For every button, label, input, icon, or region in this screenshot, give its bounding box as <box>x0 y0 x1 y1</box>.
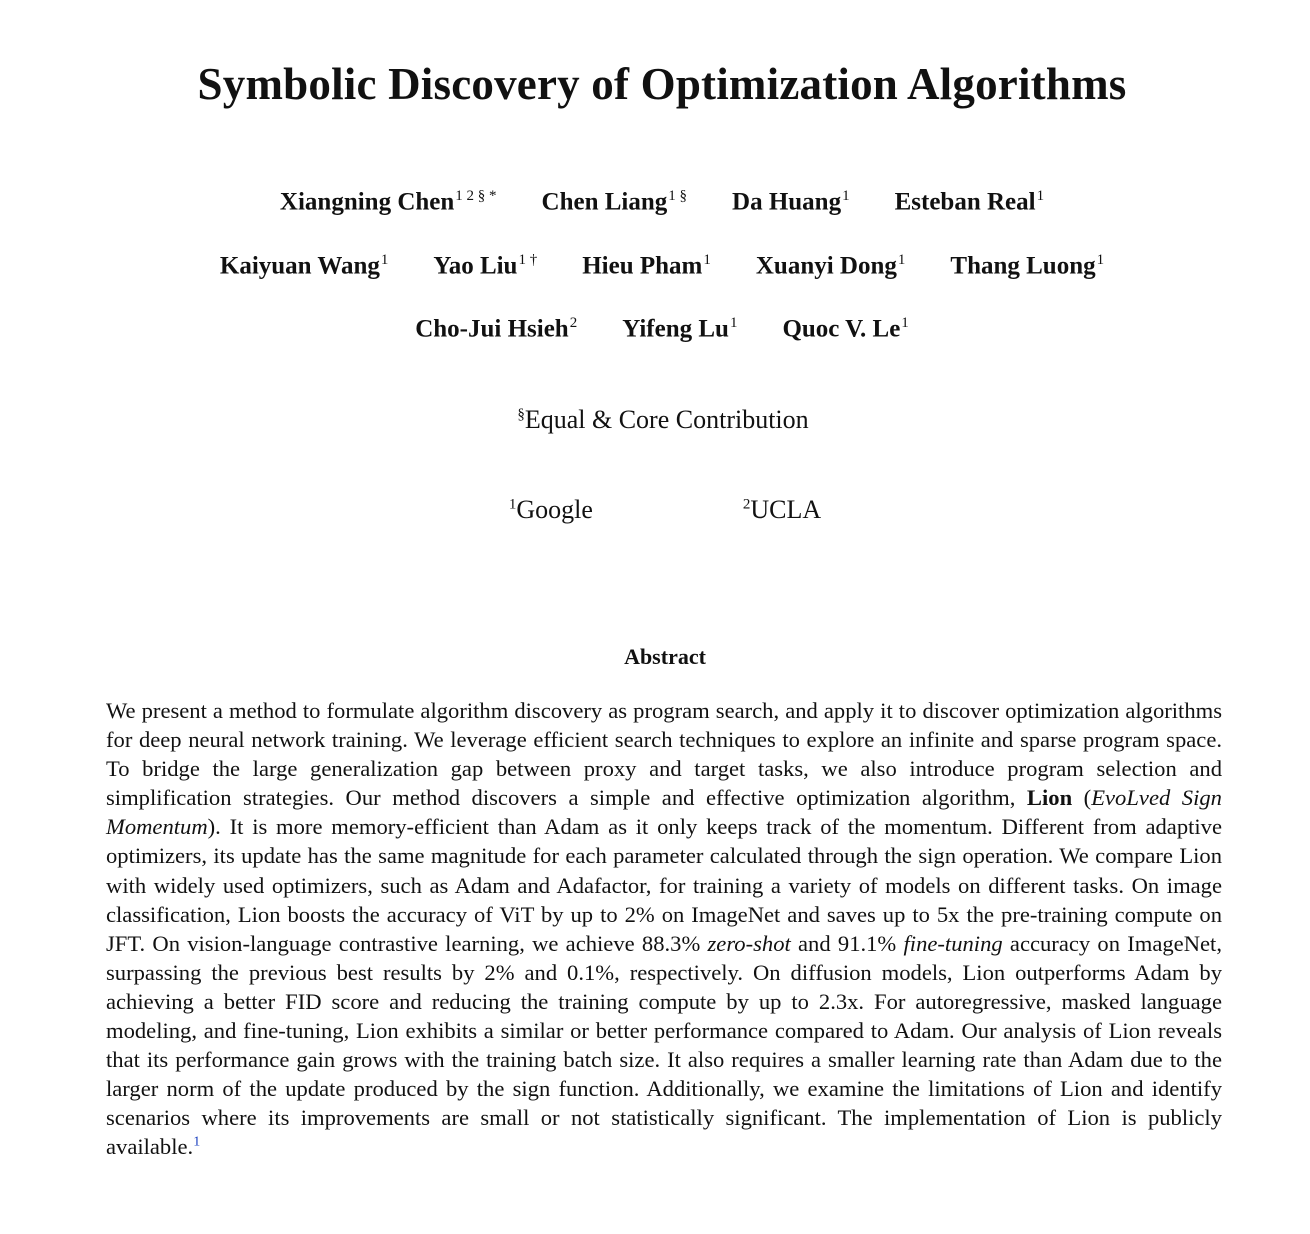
author-affiliation-mark: 1 <box>897 252 906 268</box>
fine-tuning-term: fine-tuning <box>903 930 1003 956</box>
author: Hieu Pham$^1$ <box>582 252 711 280</box>
author-affiliation-mark: 1 § <box>668 188 688 204</box>
equal-contribution-note: §Equal & Core Contribution <box>517 405 809 434</box>
author-affiliation-mark: 1 <box>1036 188 1045 204</box>
affiliations <box>0 495 1310 525</box>
author-row-1 <box>0 188 1310 216</box>
affiliation-google: $^1$Google <box>508 495 593 524</box>
author: Xiangning Chen$^{1 2 \S *}$ <box>279 188 497 216</box>
author-affiliation-mark: 1 † <box>518 252 538 268</box>
author-affiliation-mark: 1 <box>729 315 738 331</box>
author: Quoc V. Le$^1$ <box>782 315 909 343</box>
author: Esteban Real$^1$ <box>894 188 1045 216</box>
author: Xuanyi Dong$^1$ <box>755 252 906 280</box>
lion-expansion: EvoLved Sign Momentum <box>106 785 1222 840</box>
abstract-body: We present a method to formulate algorithm discovery as program search, and apply it to discover optimization algorithms for deep neural network training. We leverage efficient search techniques to explore an infinite and sparse program space. To bridge the large generalization gap between proxy and target tasks, we also introduce program selection and simplification strategies. Our method discovers a simple and effective optimization algorithm, Lion (EvoLved Sign Momentum). It is more memory-efficient than Adam as it only keeps track of the momentum. Different from adaptive optimizers, its update has the same magnitude for each parameter calculated through the sign operation. We compare Lion with widely used optimizers, such as Adam and Adafactor, for training a variety of models on different tasks. On image classification, Lion boosts the accuracy of ViT by up to 2% on ImageNet and saves up to 5x the pre-training compute on JFT. On vision-language contrastive learning, we achieve 88.3% zero-shot and 91.1% fine-tuning accuracy on ImageNet, surpassing the previous best results by 2% and 0.1%, respectively. On diffusion models, Lion outperforms Adam by achieving a better FID score and reducing the training compute by up to 2.3x. For autoregressive, masked language modeling, and fine-tuning, Lion exhibits a similar or better performance compared to Adam. Our analysis of Lion reveals that its performance gain grows with the training batch size. It also requires a smaller learning rate than Adam due to the larger norm of the update produced by the sign function. Additionally, we examine the limitations of Lion and identify scenarios where its improvements are small or not statistically significant. The implementation of Lion is publicly available.$^1$ <box>106 698 1222 1160</box>
author: Cho-Jui Hsieh$^2$ <box>415 315 578 343</box>
author-affiliation-mark: 1 <box>703 252 711 268</box>
author: Da Huang$^1$ <box>732 188 850 216</box>
author: Yao Liu$^{1 \dagger}$ <box>433 252 538 280</box>
author-affiliation-mark: 1 <box>1096 252 1105 268</box>
author-row-3 <box>0 315 1310 343</box>
section-mark: § <box>517 406 525 423</box>
author-affiliation-mark: 1 <box>380 252 389 268</box>
author-affiliation-mark: 1 2 § * <box>455 188 497 204</box>
author-row-2 <box>0 252 1310 280</box>
author: Yifeng Lu$^1$ <box>622 315 738 343</box>
author-affiliation-mark: 1 <box>901 315 909 331</box>
author: Chen Liang$^{1 \S}$ <box>541 188 688 216</box>
affiliation-ucla: $^2$UCLA <box>742 495 822 524</box>
paper-title: Symbolic Discovery of Optimization Algorithms <box>197 59 1127 109</box>
lion-name: Lion <box>1026 785 1073 811</box>
author-affiliation-mark: 2 <box>569 315 578 331</box>
author-affiliation-mark: 1 <box>842 188 850 204</box>
zero-shot-term: zero-shot <box>707 930 791 956</box>
author: Kaiyuan Wang$^1$ <box>219 252 389 280</box>
footnote-link[interactable]: 1 <box>193 1134 201 1150</box>
author: Thang Luong$^1$ <box>950 252 1105 280</box>
abstract-heading: Abstract <box>624 644 706 669</box>
